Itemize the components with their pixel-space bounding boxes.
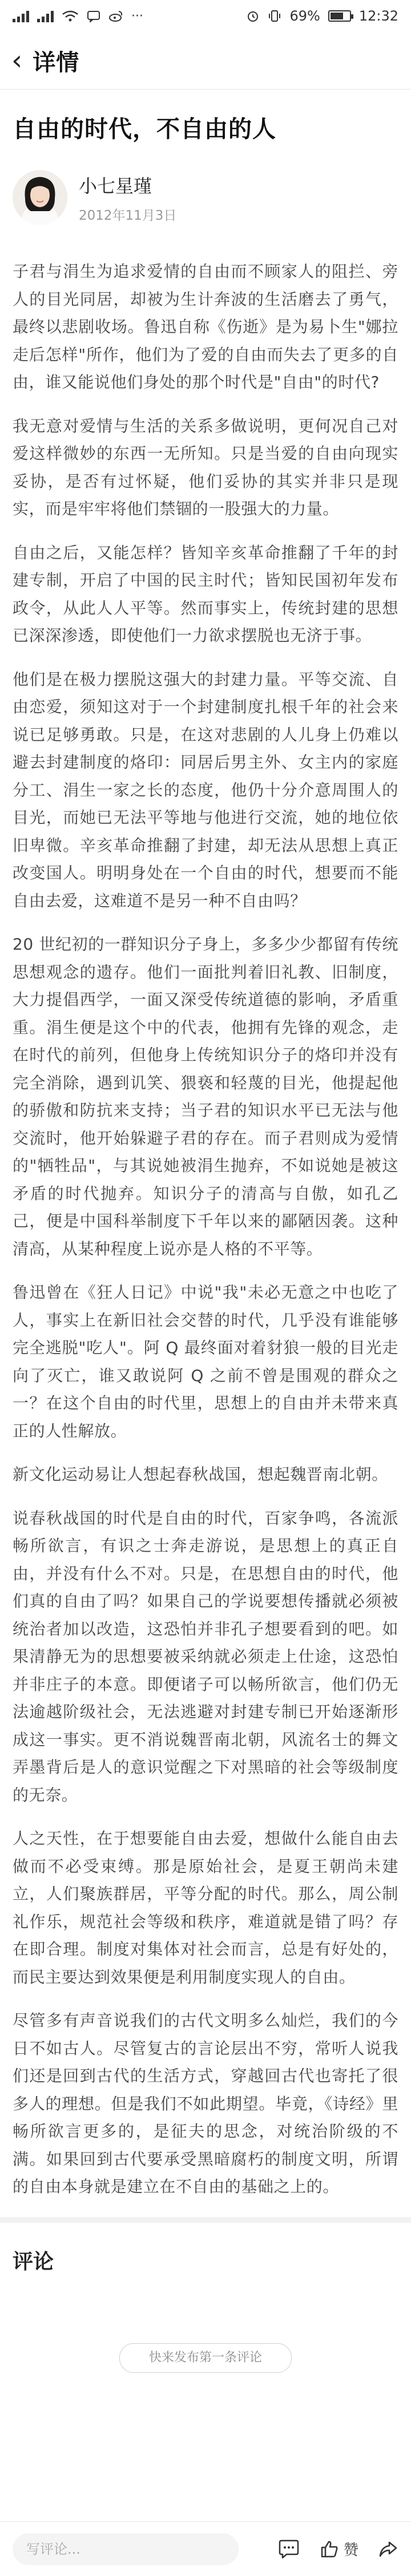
nav-title: 详情 bbox=[33, 49, 80, 76]
author-info bbox=[79, 172, 176, 224]
nav-bar bbox=[0, 32, 411, 89]
article-paragraph: 人之天性，在于想要能自由去爱，想做什么能自由去做而不必受束缚。那是原始社会，是夏王朝尚未建立，人们聚族群居，平等分配的时代。那么，周公制礼作乐，规范社会等级和秩序，难道就是错了吗？存在即合理。制度对集体对社会而言，总是有好处的，而民主要达到效果便是利用制度实现人的自由。 bbox=[13, 1829, 398, 1986]
post-date: 2012年11月3日 bbox=[79, 208, 177, 223]
comments-title: 评论 bbox=[13, 2250, 54, 2274]
message-icon bbox=[87, 10, 100, 22]
signal-icon-2 bbox=[37, 10, 54, 22]
article-paragraph: 子君与涓生为追求爱情的自由而不顾家人的阻拦、旁人的目光同居，却被为生计奔波的生活磨去了勇气，最终以悲剧收场。鲁迅自称《伤逝》是为易卜生"娜拉走后怎样"所作，他们为了爱的自由而失去了更多的自由，谁又能说他们身处的那个时代是"自由"的时代? bbox=[13, 262, 398, 391]
status-left bbox=[13, 9, 143, 23]
signal-icon bbox=[13, 10, 29, 22]
article-title: 自由的时代，不自由的人 bbox=[13, 115, 276, 143]
section-gap bbox=[0, 2217, 411, 2223]
comments-section bbox=[0, 2246, 411, 2373]
thumbs-up-icon bbox=[320, 2539, 339, 2559]
like-label: 赞 bbox=[343, 2542, 358, 2559]
comment-input[interactable] bbox=[13, 2533, 239, 2565]
article-body bbox=[13, 258, 398, 2201]
battery-icon bbox=[328, 10, 351, 22]
more-dots-icon: ··· bbox=[131, 9, 143, 23]
bottom-bar bbox=[0, 2521, 411, 2576]
status-bar bbox=[0, 0, 411, 32]
author-row[interactable] bbox=[13, 170, 398, 225]
article-paragraph: 鲁迅曾在《狂人日记》中说"我"未必无意之中也吃了人，事实上在新旧社会交替的时代，几乎没有谁能够完全逃脱"吃人"。阿 Q 最终面对着豺狼一般的目光走向了灭亡，谁又敢说阿 Q 之前不曾是围观的群众之一？在这个自由的时代里，思想上的自由并未带来真正的人性解放。 bbox=[13, 1283, 398, 1440]
article-paragraph: 新文化运动易让人想起春秋战国，想起魏晋南北朝。 bbox=[13, 1465, 388, 1484]
share-icon[interactable] bbox=[378, 2539, 398, 2559]
article-paragraph: 自由之后，又能怎样？皆知辛亥革命推翻了千年的封建专制，开启了中国的民主时代；皆知民国初年发布政令，从此人人平等。然而事实上，传统封建的思想已深深渗透，即使他们一力欲求摆脱也无济于事。 bbox=[13, 543, 398, 645]
back-arrow-icon[interactable]: ‹ bbox=[11, 45, 23, 76]
like-button[interactable] bbox=[320, 2538, 358, 2559]
article-paragraph: 我无意对爱情与生活的关系多做说明，更何况自己对爱这样微妙的东西一无所知。只是当爱的自由向现实妥协，是否有过怀疑，他们妥协的其实并非只是现实，而是牢牢将他们禁锢的一股强大的力量。 bbox=[13, 416, 398, 518]
battery-percent: 69% bbox=[289, 8, 320, 24]
vibrate-icon bbox=[268, 9, 281, 23]
status-right bbox=[246, 8, 398, 24]
article-paragraph: 说春秋战国的时代是自由的时代，百家争鸣，各流派畅所欲言，有识之士奔走游说，是思想上的真正自由，并没有什么不对。只是，在思想自由的时代，他们真的自由了吗？如果自己的学说要想传播就必须被统治者加以改造，这恐怕并非孔子想要看到的吧。如果清静无为的思想要被采纳就必须走上仕途，这恐怕并非庄子的本意。即便诸子可以畅所欲言，他们仍无法逾越阶级社会，无法逃避对封建专制已开始逐渐形成这一事实。更不消说魏晋南北朝，风流名士的舞文弄墨背后是人的意识觉醒之下对黑暗的社会等级制度的无奈。 bbox=[13, 1508, 398, 1804]
battery-fill bbox=[331, 13, 343, 19]
article-paragraph: 尽管多有声音说我们的古代文明多么灿烂，我们的今日不如古人。尽管复古的言论层出不穷，常听人说我们还是回到古代的生活方式，穿越回古代也寄托了很多人的理想。但是我们不如此期望。毕竟，《诗经》里畅所欲言更多的，是征夫的思念，对统治阶级的不满。如果回到古代要承受黑暗腐朽的制度文明，所谓的自由本身就是建立在不自由的基础之上的。 bbox=[13, 2011, 398, 2196]
weibo-icon bbox=[108, 10, 123, 22]
avatar[interactable] bbox=[13, 170, 67, 225]
wifi-icon bbox=[62, 10, 79, 22]
article-paragraph: 20 世纪初的一群知识分子身上，多多少少都留有传统思想观念的遗存。他们一面批判着旧礼教、旧制度，大力提倡西学，一面又深受传统道德的影响，矛盾重重。涓生便是这个中的代表，他拥有先锋的观念，走在时代的前列，但他身上传统知识分子的烙印并没有完全消除，遇到讥笑、猥亵和轻蔑的目光，他提起他的骄傲和防抗来支持；当子君的知识水平已无法与他交流时，他开始躲避子君的存在。而子君则成为爱情的"牺牲品"，与其说她被涓生抛弃，不如说她是被这矛盾的时代抛弃。知识分子的清高与自傲，如孔乙己，便是中国科举制度下千年以来的鄙陋因袭。这种清高，从某种程度上说亦是人格的不平等。 bbox=[13, 935, 398, 1258]
author-name[interactable]: 小七星瑾 bbox=[79, 175, 152, 197]
first-comment-button[interactable]: 快来发布第一条评论 bbox=[119, 2343, 292, 2373]
article bbox=[0, 110, 411, 2201]
nav-divider bbox=[0, 89, 411, 90]
alarm-icon bbox=[246, 9, 260, 23]
comment-icon[interactable] bbox=[277, 2539, 300, 2559]
status-time: 12:32 bbox=[358, 8, 398, 24]
article-paragraph: 他们是在极力摆脱这强大的封建力量。平等交流、自由恋爱，须知这对于一个封建制度扎根千年的社会来说已足够勇敢。只是，在这对悲剧的人儿身上仍难以避去封建制度的烙印：同居后男主外、女主内的家庭分工、涓生一家之长的态度，他仍十分介意周围人的目光，而她已无法平等地与他进行交流，她的地位依旧卑微。辛亥革命推翻了封建，却无法从思想上真正改变国人。明明身处在一个自由的时代，想要而不能自由去爱，这难道不是另一种不自由吗？ bbox=[13, 669, 398, 910]
